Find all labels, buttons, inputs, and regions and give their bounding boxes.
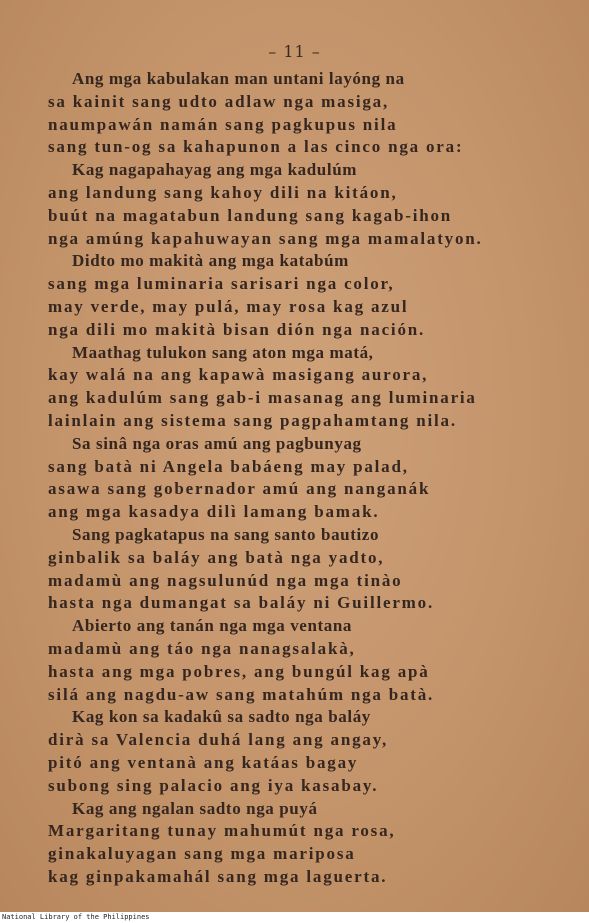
text-line: kag ginpakamahál sang mga laguerta.: [48, 867, 388, 886]
text-line: Maathag tulukon sang aton mga matá,: [72, 342, 374, 362]
text-line: sang batà ni Angela babáeng may palad,: [48, 456, 409, 476]
text-line: may verde, may pulá, may rosa kag azul: [48, 297, 409, 316]
text-line: sa kainit sang udto adlaw nga masiga,: [48, 91, 390, 111]
text-line: naumpawán namán sang pagkupus nila: [48, 114, 398, 134]
text-line: ginakaluyagan sang mga mariposa: [48, 844, 356, 864]
text-line: Kag nagapahayag ang mga kadulúm: [72, 160, 358, 180]
text-line: subong sing palacio ang iya kasabay.: [48, 775, 379, 795]
text-line: Margaritang tunay mahumút nga rosa,: [48, 821, 396, 841]
source-footer: National Library of the Philippines: [2, 913, 150, 921]
text-line: hasta ang mga pobres, ang bungúl kag apà: [48, 661, 430, 681]
text-line: ang mga kasadya dilì lamang bamak.: [48, 502, 380, 522]
text-line: nga amúng kapahuwayan sang mga mamalatyon.: [48, 228, 483, 248]
text-line: sang mga luminaria sarisari nga color,: [48, 274, 395, 294]
text-line: Kag ang ngalan sadto nga puyá: [72, 798, 318, 818]
text-line: ang landung sang kahoy dili na kitáon,: [48, 183, 398, 202]
text-line: madamù ang nagsulunúd nga mga tinào: [48, 570, 403, 590]
text-line: Abierto ang tanán nga mga ventana: [72, 616, 353, 636]
text-line: madamù ang táo nga nanagsalakà,: [48, 639, 356, 658]
text-line: lainlain ang sistema sang pagpahamtang nila.: [48, 411, 457, 430]
text-line: ang kadulúm sang gab-i masanag ang luminaria: [48, 388, 477, 408]
page-number: – 11 –: [268, 42, 321, 61]
text-line: pitó ang ventanà ang katáas bagay: [48, 753, 359, 772]
text-line: Sang pagkatapus na sang santo bautizo: [72, 525, 380, 544]
text-line: Sa sinâ nga oras amú ang pagbunyag: [72, 433, 362, 453]
text-line: silá ang nagdu-aw sang matahúm nga batà.: [48, 684, 435, 704]
text-line: Kag kon sa kadakû sa sadto nga baláy: [72, 707, 371, 727]
text-line: ginbalik sa baláy ang batà nga yadto,: [48, 547, 385, 567]
text-line: nga dili mo makità bisan dión nga nación.: [48, 319, 426, 339]
text-line: hasta nga dumangat sa baláy ni Guillermo.: [48, 593, 434, 613]
text-line: dirà sa Valencia duhá lang ang angay,: [48, 730, 389, 750]
text-line: buút na magatabun landung sang kagab-ihon: [48, 205, 453, 225]
text-line: Didto mo makità ang mga katabúm: [72, 251, 349, 271]
text-line: Ang mga kabulakan man untani layóng na: [72, 69, 405, 88]
text-line: kay walá na ang kapawà masigang aurora,: [48, 365, 429, 385]
text-line: sang tun-og sa kahapunon a las cinco nga ora:: [48, 137, 464, 157]
text-line: asawa sang gobernador amú ang nanganák: [48, 479, 431, 499]
